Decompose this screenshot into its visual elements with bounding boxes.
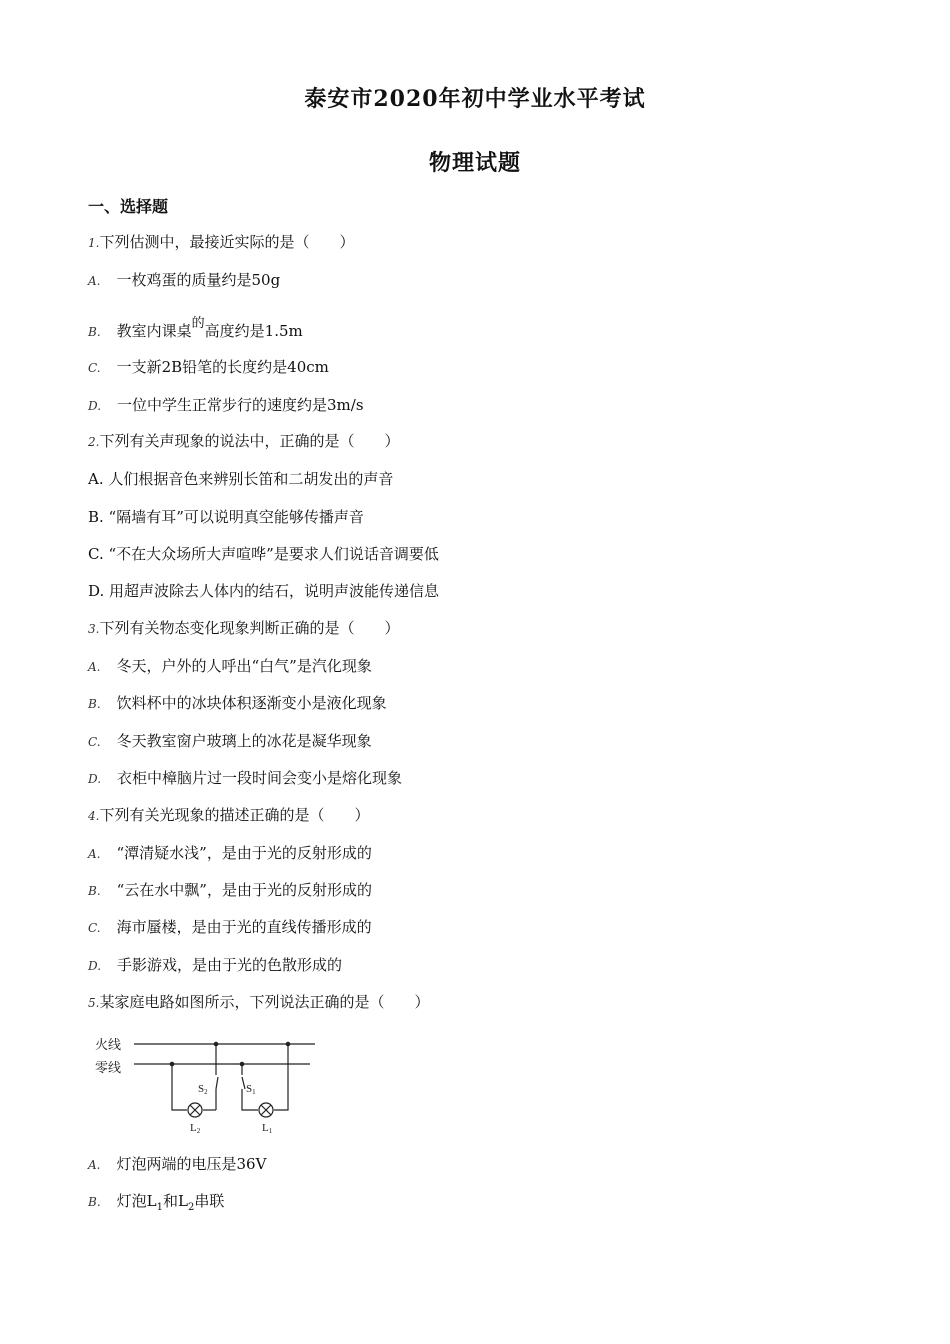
question-4 — [88, 805, 369, 826]
switch-s2-label: S2 — [198, 1083, 208, 1096]
option-text: 一枚鸡蛋的质量约是50g — [116, 271, 281, 289]
question-stem: 某家庭电路如图所示，下列说法正确的是（ ） — [99, 993, 430, 1011]
option-text: 灯泡两端的电压是36V — [116, 1155, 267, 1173]
q2-option-a: A. 人们根据音色来辨别长笛和二胡发出的声音 — [88, 470, 394, 488]
option-text: 一位中学生正常步行的速度约是3m/s — [117, 396, 364, 414]
q4-option-a — [88, 843, 372, 864]
option-label: B. — [88, 325, 101, 339]
option-text: 一支新2B铅笔的长度约是40cm — [116, 358, 329, 376]
l2-branch-wire — [172, 1064, 187, 1110]
q3-option-c — [88, 731, 372, 752]
circuit-diagram — [90, 1030, 330, 1138]
subscript: 2 — [187, 1202, 195, 1213]
option-text: 冬天教室窗户玻璃上的冰花是凝华现象 — [116, 732, 372, 750]
q2-option-b: B. “隔墙有耳”可以说明真空能够传播声音 — [88, 508, 364, 526]
option-label: A. — [88, 274, 101, 288]
question-number: 1. — [88, 236, 100, 250]
option-text: “潭清疑水浅”，是由于光的反射形成的 — [116, 844, 372, 862]
l1-branch-wire — [274, 1044, 288, 1110]
question-stem: 下列有关光现象的描述正确的是（ ） — [99, 806, 370, 824]
q5-option-a — [88, 1154, 266, 1175]
neutral-wire-label: 零线 — [95, 1060, 122, 1075]
q1-option-b — [88, 314, 303, 342]
option-text: 高度约是1.5m — [204, 322, 303, 340]
option-label: D. — [88, 772, 102, 786]
junction-dot — [286, 1042, 291, 1047]
option-label: B. — [88, 697, 101, 711]
q4-option-d — [88, 955, 342, 976]
exam-subtitle: 物理试题 — [428, 150, 521, 176]
q2-option-d: D. 用超声波除去人体内的结石，说明声波能传递信息 — [88, 582, 440, 600]
option-label: D. — [88, 959, 102, 973]
question-number: 5. — [88, 996, 100, 1010]
subscript: 1 — [156, 1202, 163, 1213]
q4-option-b — [88, 880, 372, 901]
q4-option-c — [88, 917, 372, 938]
exam-title: 泰安市2020年初中学业水平考试 — [304, 86, 646, 112]
option-text: 衣柜中樟脑片过一段时间会变小是熔化现象 — [117, 769, 403, 787]
option-label: C. — [88, 735, 101, 749]
option-text: 手影游戏，是由于光的色散形成的 — [117, 956, 343, 974]
question-number: 4. — [88, 809, 100, 823]
question-number: 3. — [88, 622, 100, 636]
q1-option-c — [88, 357, 329, 378]
junction-dot — [170, 1062, 175, 1067]
question-5 — [88, 992, 429, 1013]
question-1 — [88, 232, 354, 253]
option-label: B. — [88, 1195, 101, 1209]
option-text-raised: 的 — [191, 316, 205, 331]
option-label: C. — [88, 361, 101, 375]
question-stem: 下列有关物态变化现象判断正确的是（ ） — [99, 619, 400, 637]
option-label: B. — [88, 884, 101, 898]
s2-switch-blade — [216, 1077, 218, 1089]
option-text: “云在水中飘”，是由于光的反射形成的 — [116, 881, 372, 899]
question-number: 2. — [88, 435, 100, 449]
lamp-l1-label: L1 — [262, 1122, 273, 1135]
option-text: 海市蜃楼，是由于光的直线传播形成的 — [116, 918, 372, 936]
option-label: A. — [88, 660, 101, 674]
option-text: 冬天，户外的人呼出“白气”是汽化现象 — [116, 657, 372, 675]
q1-option-d — [88, 395, 364, 416]
q3-option-d — [88, 768, 402, 789]
option-text: 灯泡L — [116, 1192, 157, 1210]
option-text: 教室内课桌 — [116, 322, 192, 340]
option-text: 饮料杯中的冰块体积逐渐变小是液化现象 — [116, 694, 387, 712]
question-stem: 下列估测中，最接近实际的是（ ） — [99, 233, 355, 251]
q1-option-a — [88, 270, 280, 291]
option-label: A. — [88, 847, 101, 861]
question-3 — [88, 618, 399, 639]
q3-option-b — [88, 693, 387, 714]
section-heading: 一、选择题 — [88, 197, 169, 216]
option-text: 和L — [162, 1192, 188, 1210]
q2-option-c: C. “不在大众场所大声喧哗”是要求人们说话音调要低 — [88, 545, 439, 563]
option-label: C. — [88, 921, 101, 935]
option-label: A. — [88, 1158, 101, 1172]
option-text: 串联 — [194, 1192, 225, 1210]
lamp-l2-label: L2 — [190, 1122, 201, 1135]
s1-switch-blade — [242, 1077, 245, 1089]
live-wire-label: 火线 — [95, 1037, 122, 1052]
switch-s1-label: S1 — [246, 1083, 256, 1096]
q3-option-a — [88, 656, 372, 677]
question-2 — [88, 431, 399, 452]
option-label: D. — [88, 399, 102, 413]
junction-dot — [214, 1042, 219, 1047]
junction-dot — [240, 1062, 245, 1067]
question-stem: 下列有关声现象的说法中，正确的是（ ） — [99, 432, 400, 450]
q5-option-b — [88, 1191, 224, 1218]
